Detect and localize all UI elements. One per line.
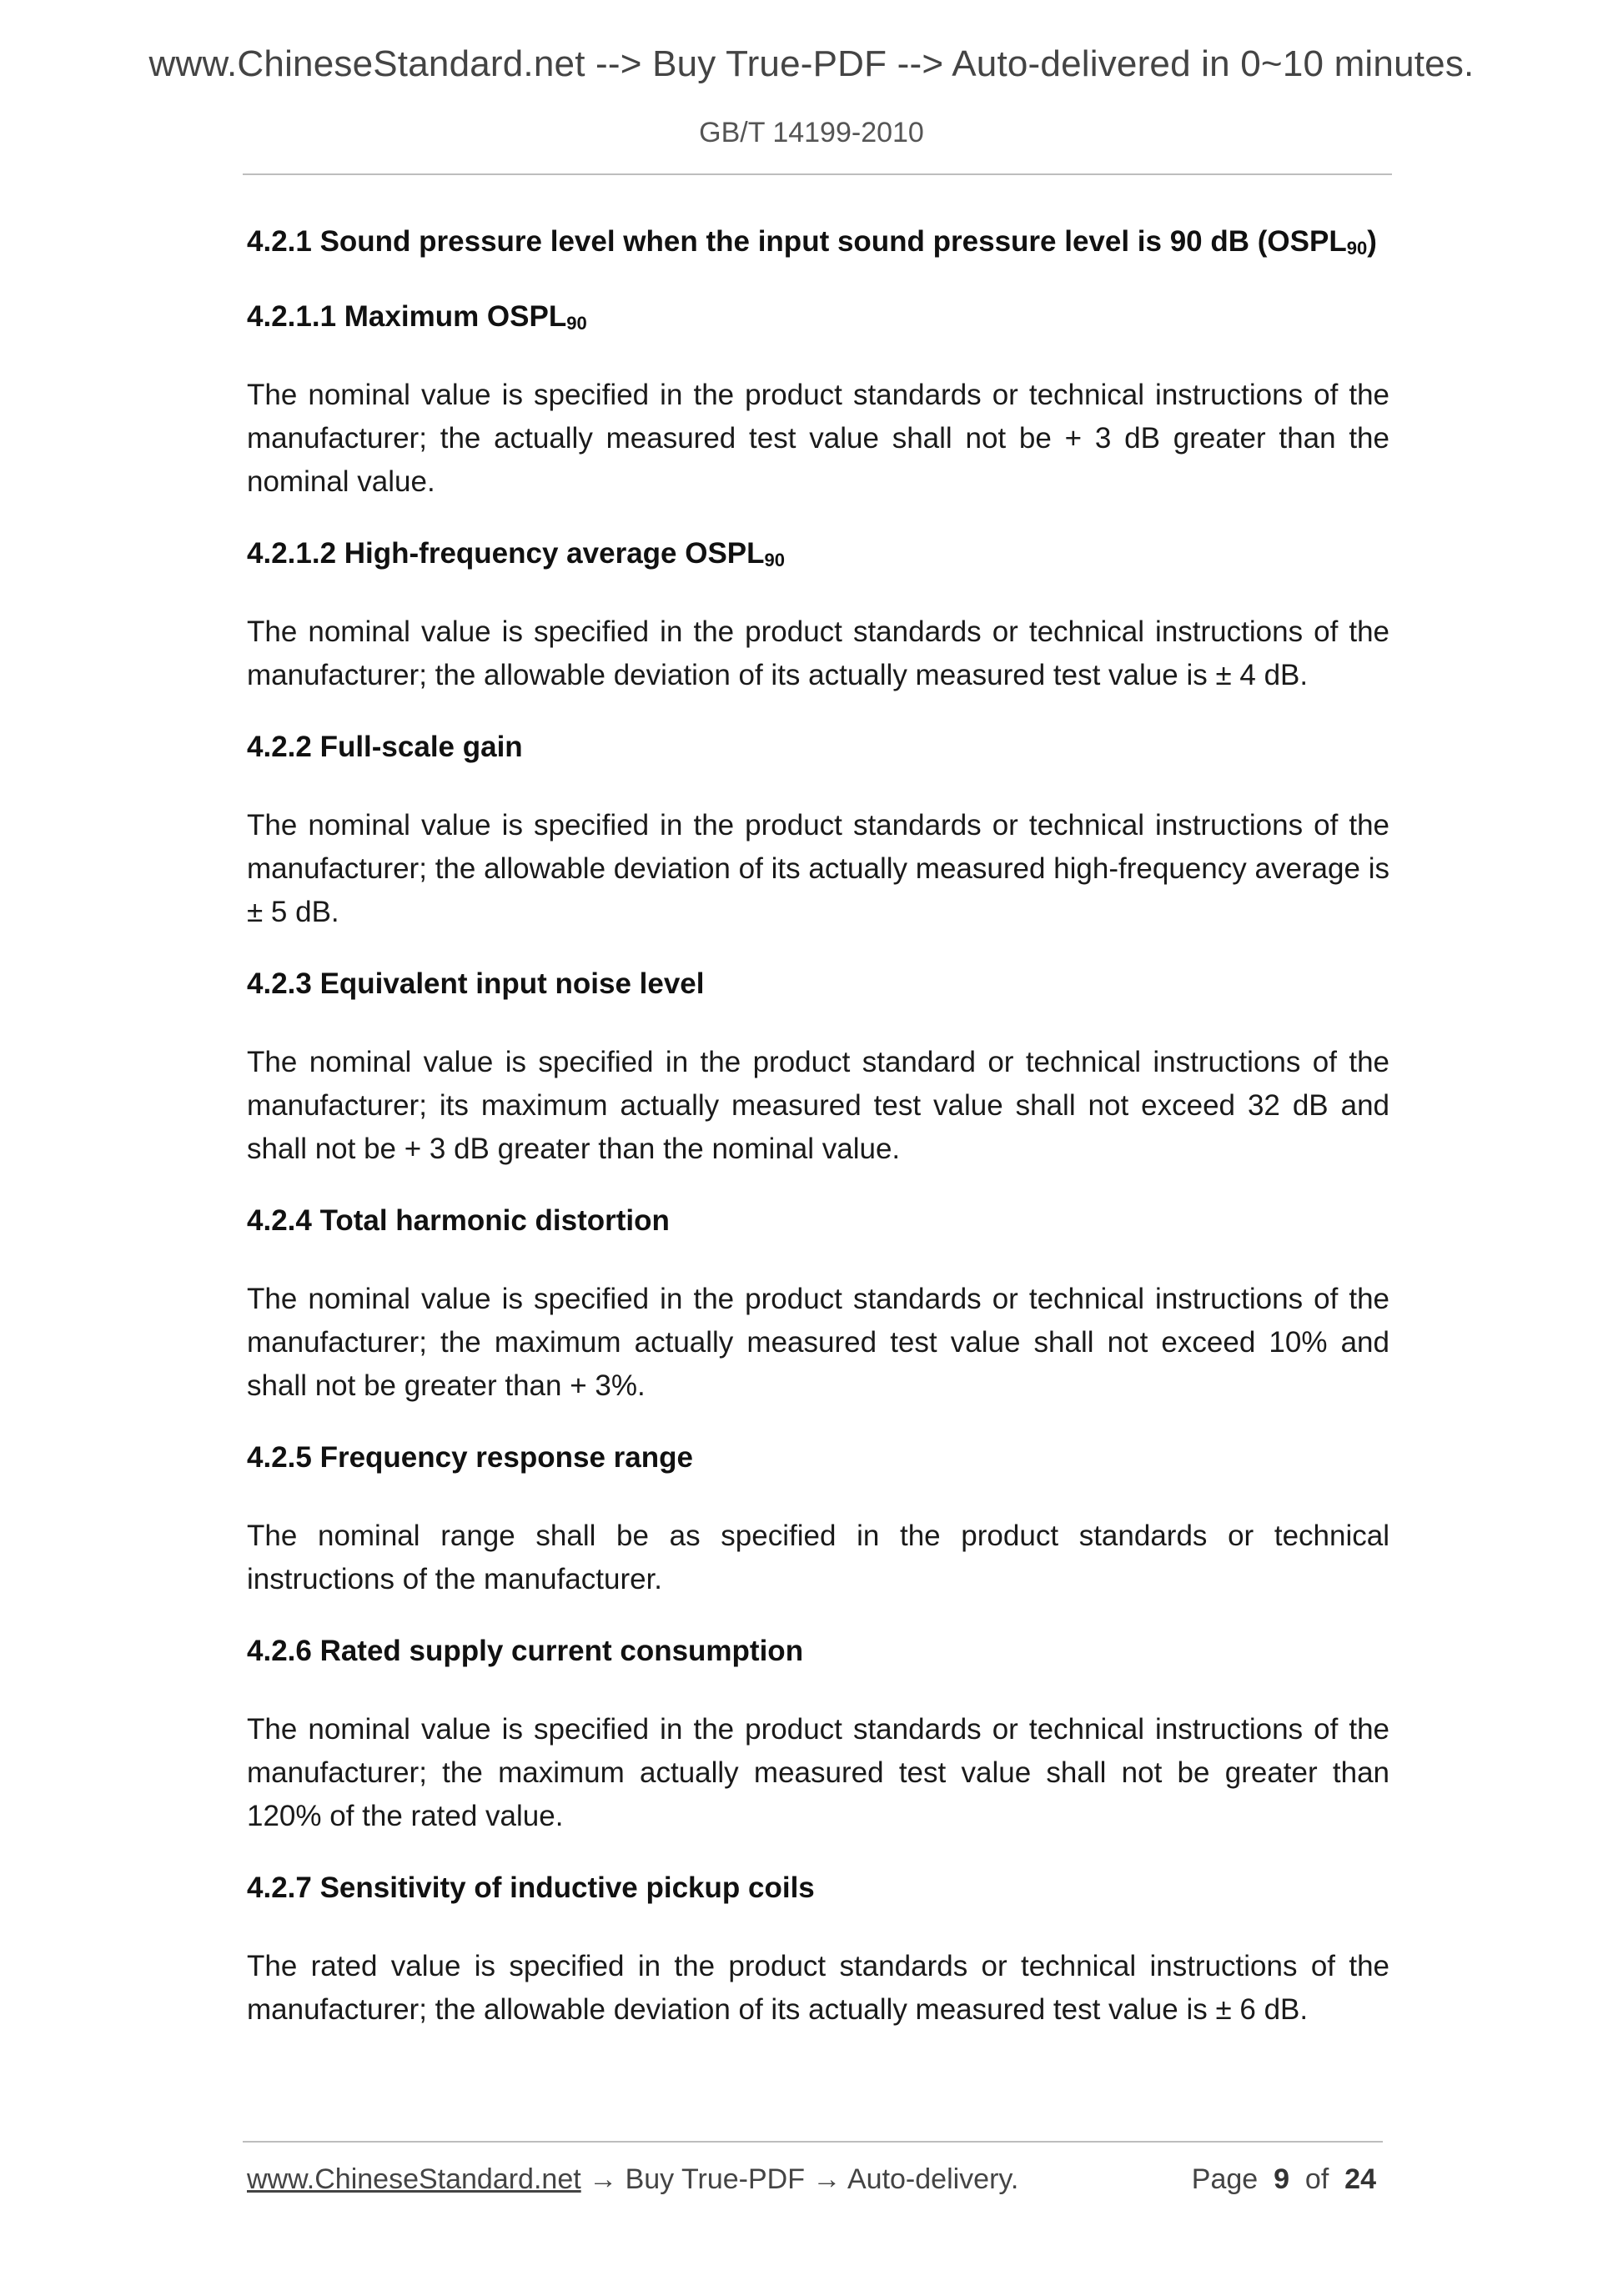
section-paragraph-4-2-6: The nominal value is specified in the product standards or technical instructions of the manufacturer; the maximum actually measured test value shall not be greater than 120% of the rated value. (247, 1713, 1389, 1832)
section-paragraph-4-2-1-1: The nominal value is specified in the product standards or technical instructions of the manufacturer; the actually measured test value shall not be + 3 dB greater than the nominal value. (247, 379, 1389, 498)
section-heading-4-2-1-2: 4.2.1.2 High-frequency average $OSPL_{90}$ (247, 537, 785, 570)
footer-site-link[interactable]: www.ChineseStandard.net (247, 2163, 581, 2195)
section-heading-4-2-1: 4.2.1 Sound pressure level when the input sound pressure level is 90 dB $(OSPL_{90})$ (247, 225, 1377, 259)
section-heading-4-2-5: 4.2.5 Frequency response range (247, 1441, 693, 1474)
top-banner: www.ChineseStandard.net --> Buy True-PDF --> Auto-delivered in 0~10 minutes. (148, 43, 1475, 84)
page-number: Page 9 of 24 (1191, 2163, 1376, 2195)
section-paragraph-4-2-4: The nominal value is specified in the product standards or technical instructions of the manufacturer; the maximum actually measured test value shall not exceed 10% and shall not be greater than + 3%. (247, 1283, 1389, 1402)
header-divider (243, 173, 1392, 175)
section-heading-4-2-6: 4.2.6 Rated supply current consumption (247, 1635, 804, 1667)
section-heading-4-2-4: 4.2.4 Total harmonic distortion (247, 1204, 670, 1237)
section-heading-4-2-1-1: 4.2.1.1 Maximum $OSPL_{90}$ (247, 300, 587, 334)
document-body (247, 224, 1389, 2063)
total-page-number: 24 (1344, 2163, 1376, 2195)
section-paragraph-4-2-1-2: The nominal value is specified in the product standards or technical instructions of the manufacturer; the allowable deviation of its actually measured test value is ± 4 dB. (247, 615, 1389, 691)
footer-promo (247, 2163, 1018, 2196)
section-paragraph-4-2-2: The nominal value is specified in the product standards or technical instructions of the manufacturer; the allowable deviation of its actually measured high-frequency average is ± 5 dB. (247, 809, 1389, 928)
section-heading-4-2-3: 4.2.3 Equivalent input noise level (247, 967, 705, 1000)
section-paragraph-4-2-5: The nominal range shall be as specified in the product standards or technical instructions of the manufacturer. (247, 1520, 1389, 1595)
section-heading-4-2-7: 4.2.7 Sensitivity of inductive pickup coils (247, 1871, 815, 1904)
current-page-number: 9 (1274, 2163, 1289, 2195)
footer-divider (243, 2141, 1383, 2143)
section-heading-4-2-2: 4.2.2 Full-scale gain (247, 731, 523, 763)
document-code: GB/T 14199-2010 (699, 117, 924, 148)
section-paragraph-4-2-3: The nominal value is specified in the product standard or technical instructions of the manufacturer; its maximum actually measured test value shall not exceed 32 dB and shall not be + 3 dB greater than the nominal value. (247, 1046, 1389, 1165)
section-paragraph-4-2-7: The rated value is specified in the product standards or technical instructions of the manufacturer; the allowable deviation of its actually measured test value is ± 6 dB. (247, 1950, 1389, 2026)
footer-promo-text: → Buy True-PDF → Auto-delivery. (580, 2163, 1019, 2195)
